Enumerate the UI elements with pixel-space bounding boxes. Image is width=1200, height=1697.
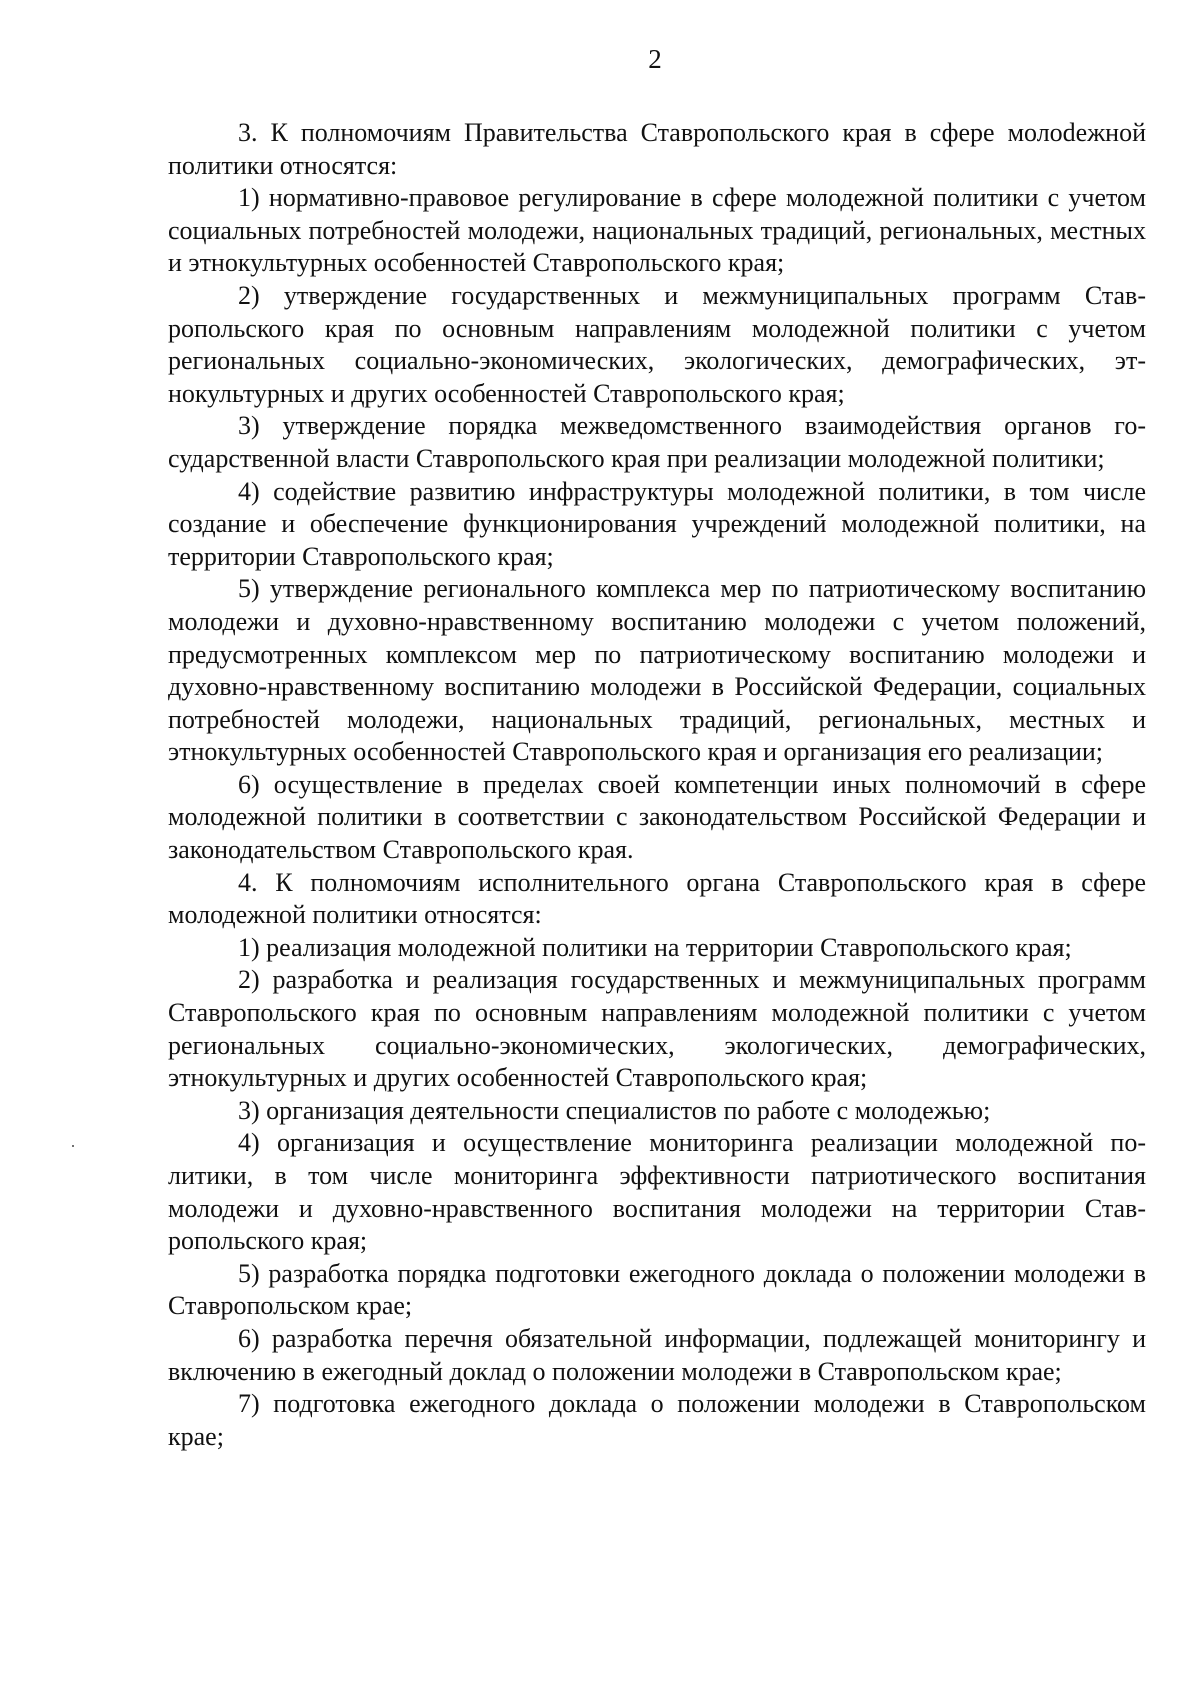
section-4-item-7: 7) подготовка ежегодного доклада о положении молодежи в Ставропольском крае; xyxy=(168,1389,1146,1451)
section-3-intro: 3. К полномочиям Правительства Ставропольского края в сфере молоdежной политики относятся: xyxy=(168,118,1146,180)
section-3-item-6: 6) осуществление в пределах своей компетенции иных полномочий в сфере молодежной политики в соответствии с законодательством Российской Федерации и законодательством Ставропольского края. xyxy=(168,769,1146,865)
section-4-item-4: 4) организация и осуществление мониторинга реализации молодежной политики, в том числе мониторинга эффективности патриотического воспитания молодежи и духовно-нравственного воспитания молодежи на территории Ставропольского края; xyxy=(168,1128,1146,1256)
section-3-item-3: 3) утверждение порядка межведомственного взаимодействия органов государственной власти Ставропольского края при реализации молодежной политики; xyxy=(168,411,1146,473)
section-4-item-3: 3) организация деятельности специалистов по работе с молодежью; xyxy=(238,1095,991,1125)
section-3-item-4: 4) содействие развитию инфраструктуры молодежной политики, в том числе создание и обеспечение функционирования учреждений молодежной политики, на территории Ставропольского края; xyxy=(168,476,1146,571)
section-3-item-1: 1) нормативно-правовое регулирование в сфере молодежной политики с учетом социальных потребностей молодежи, национальных традиций, региональных, местных и этнокультурных особенностей Ставропольского края; xyxy=(168,183,1146,278)
section-4-item-6: 6) разработка перечня обязательной информации, подлежащей мониторингу и включению в ежегодный доклад о положении молодежи в Ставропольском крае; xyxy=(168,1323,1146,1386)
section-3-item-5: 5) утверждение регионального комплекса мер по патриотическому воспитанию молодежи и духовно-нравственному воспитанию молодежи с учетом положений, предусмотренных комплексом мер по патриотическому воспитанию молодежи и духовно-нравственному воспитанию молодежи в Российской Федерации, социальных потребностей молодежи, национальных традиций, региональных, местных и этнокультурных особенностей Ставропольского края и организация его реализации; xyxy=(168,574,1146,767)
page-number: 2 xyxy=(648,44,662,74)
section-4-item-5: 5) разработка порядка подготовки ежегодного доклада о положении молодежи в Ставропольском крае; xyxy=(168,1258,1146,1321)
section-4-item-1: 1) реализация молодежной политики на территории Ставропольского края; xyxy=(238,932,1072,962)
section-4-item-2: 2) разработка и реализация государственных и межмуниципальных программ Ставропольского края по основным направлениям молодежной политики с учетом региональных социально-экономических, экологических, демографических, этнокультурных и других особенностей Ставропольского края; xyxy=(168,965,1146,1093)
section-3-item-2: 2) утверждение государственных и межмуниципальных программ Ставропольского края по основным направлениям молодежной политики с учетом региональных социально-экономических, экологических, демографических, этнокультурных и других особенностей Ставропольского края; xyxy=(168,280,1146,408)
section-4-intro: 4. К полномочиям исполнительного органа Ставропольского края в сфере молодежной политики относятся: xyxy=(168,867,1146,930)
scan-speck xyxy=(72,1145,74,1147)
document-body xyxy=(168,117,1146,1453)
